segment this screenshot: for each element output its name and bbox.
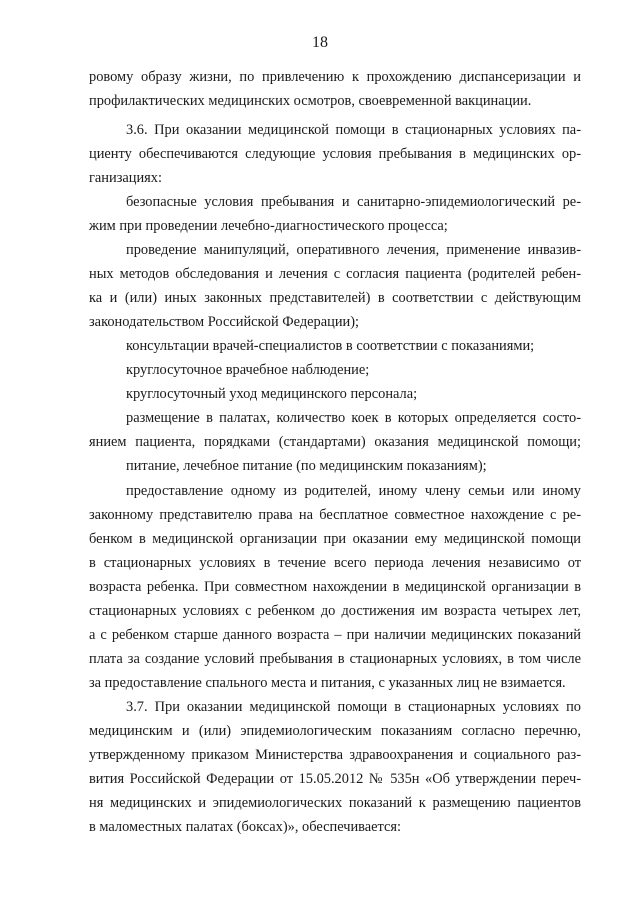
text-line: ровому образу жизни, по привлечению к прохождению диспансеризации и	[89, 69, 581, 85]
text-line: питание, лечебное питание (по медицинским показаниям);	[126, 458, 487, 474]
text-line: в стационарных условиях в течение всего периода лечения независимо от	[89, 555, 581, 571]
page-number: 18	[312, 34, 328, 51]
text-line: круглосуточный уход медицинского персонала;	[126, 386, 418, 402]
text-line: плата за создание условий пребывания в стационарных условиях, в том числе	[89, 651, 581, 667]
text-line: циенту обеспечиваются следующие условия пребывания в медицинских ор-	[89, 146, 581, 162]
text-line: медицинским и (или) эпидемиологическим показаниям согласно перечню,	[89, 723, 581, 739]
text-line: возраста ребенка. При совместном нахождении в медицинской организации в	[89, 579, 581, 595]
text-line: безопасные условия пребывания и санитарно-эпидемиологический ре-	[126, 194, 581, 210]
text-line: ганизациях:	[89, 170, 162, 186]
text-line: утвержденному приказом Министерства здравоохранения и социального раз-	[89, 747, 581, 763]
text-line: круглосуточное врачебное наблюдение;	[126, 362, 370, 378]
text-line: 3.6. При оказании медицинской помощи в стационарных условиях па-	[126, 122, 581, 138]
text-line: ка и (или) иных законных представителей) в соответствии с действующим	[89, 290, 581, 306]
text-line: стационарных условиях с ребенком до достижения им возраста четырех лет,	[89, 603, 581, 619]
text-line: ня медицинских и эпидемиологических показаний к размещению пациентов	[89, 795, 581, 811]
text-line: за предоставление спального места и питания, с указанных лиц не взимается.	[89, 675, 566, 691]
text-line: проведение манипуляций, оперативного лечения, применение инвазив-	[126, 242, 581, 258]
text-line: законному представителю права на бесплатное совместное нахождение с ре-	[89, 507, 581, 523]
text-line: вития Российской Федерации от 15.05.2012 № 535н «Об утверждении переч-	[89, 771, 581, 787]
text-line: ных методов обследования и лечения с согласия пациента (родителей ребен-	[89, 266, 581, 282]
text-line: консультации врачей-специалистов в соответствии с показаниями;	[126, 338, 535, 354]
text-line: бенком в медицинской организации при оказании ему медицинской помощи	[89, 531, 581, 547]
text-line: предоставление одному из родителей, иному члену семьи или иному	[126, 483, 581, 499]
text-line: янием пациента, порядками (стандартами) оказания медицинской помощи;	[89, 434, 581, 450]
text-line: профилактических медицинских осмотров, своевременной вакцинации.	[89, 93, 532, 109]
text-line: 3.7. При оказании медицинской помощи в стационарных условиях по	[126, 699, 581, 715]
text-line: законодательством Российской Федерации);	[89, 314, 360, 330]
text-line: а с ребенком старше данного возраста – при наличии медицинских показаний	[89, 627, 581, 643]
text-line: в маломестных палатах (боксах)», обеспечивается:	[89, 819, 402, 835]
text-line: жим при проведении лечебно-диагностического процесса;	[89, 218, 448, 234]
text-line: размещение в палатах, количество коек в которых определяется состо-	[126, 410, 581, 426]
